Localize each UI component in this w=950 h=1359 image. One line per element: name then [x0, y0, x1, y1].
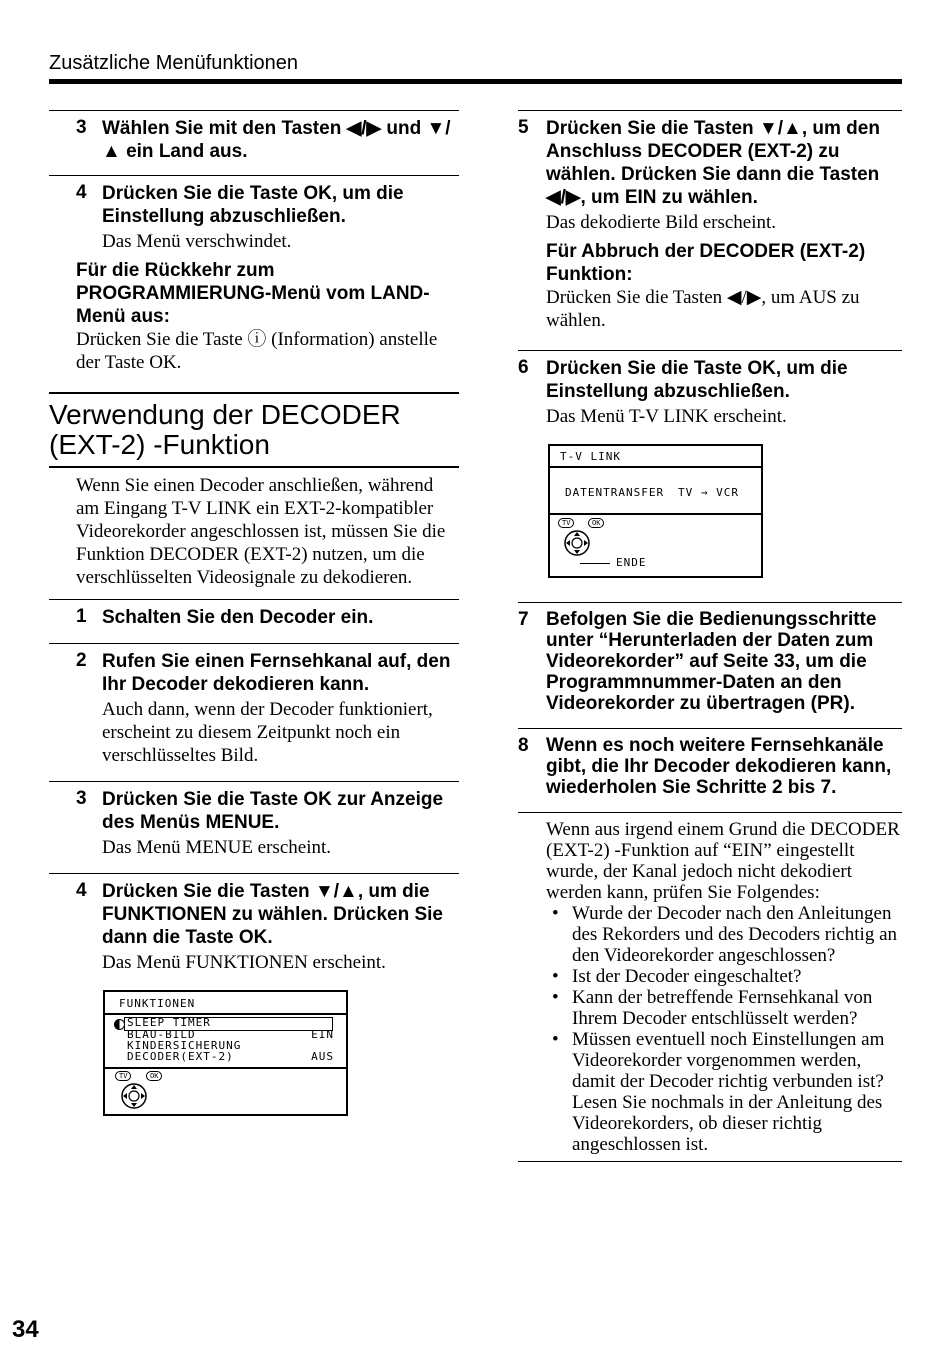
step-number: 1 — [76, 606, 87, 627]
step-decoder-7 — [518, 602, 902, 728]
list-item: • Ist der Decoder eingeschaltet? — [572, 966, 902, 987]
step-heading: Wählen Sie mit den Tasten ◀/▶ und ▼/▲ ein Land aus. — [102, 118, 451, 162]
page-header-title: Zusätzliche Menüfunktionen — [49, 52, 299, 74]
note-intro: Wenn aus irgend einem Grund die DECODER (EXT-2) -Funktion auf “EIN” eingestellt wurde, der Kanal jedoch nicht dekodiert werden kann, prüfen Sie Folgendes: — [546, 819, 900, 903]
osd-row-value: TV → VCR — [678, 486, 739, 499]
tv-link-menu-screen — [548, 444, 763, 578]
section-intro: Wenn Sie einen Decoder anschließen, während am Eingang T-V LINK ein EXT-2-kompatibler Videorekorder angeschlossen ist, müssen Sie die Funktion DECODER (EXT-2) nutzen, um die verschlüsselten Videosignale zu dekodieren. — [76, 475, 446, 588]
ok-button-icon: OK — [146, 1071, 162, 1081]
step-number: 8 — [518, 735, 529, 756]
osd-row: BLAU-BILD — [127, 1028, 196, 1041]
step-number: 3 — [76, 117, 87, 138]
step-number: 4 — [76, 182, 87, 203]
tv-button-icon: TV — [558, 518, 574, 528]
step-body: Das Menü MENUE erscheint. — [102, 837, 332, 858]
step-decoder-6 — [518, 350, 902, 444]
step-heading: Rufen Sie einen Fernsehkanal auf, den Ihr Decoder dekodieren kann. — [102, 651, 451, 695]
tv-button-icon: TV — [115, 1071, 131, 1081]
navigation-pad-icon — [119, 1082, 149, 1110]
osd-row: SLEEP TIMER — [127, 1016, 211, 1029]
step-body: Das Menü verschwindet. — [102, 231, 292, 252]
ok-button-icon: OK — [588, 518, 604, 528]
troubleshooting-note — [518, 812, 902, 1162]
funktionen-menu-screen — [103, 990, 348, 1116]
osd-row: DATENTRANSFER — [565, 486, 665, 499]
end-label: ENDE — [616, 556, 647, 569]
step-heading: Schalten Sie den Decoder ein. — [102, 607, 374, 628]
section-title-box — [49, 392, 459, 468]
header-rule — [49, 79, 902, 84]
step-left-3 — [49, 110, 459, 175]
step-decoder-2 — [49, 643, 459, 781]
osd-row: DECODER(EXT-2) — [127, 1050, 234, 1063]
step-number: 3 — [76, 788, 87, 809]
return-note — [49, 259, 459, 392]
step-number: 4 — [76, 880, 87, 901]
step-left-4 — [49, 175, 459, 259]
step-decoder-3 — [49, 781, 459, 873]
osd-title: FUNKTIONEN — [119, 997, 196, 1010]
cancel-body: Drücken Sie die Tasten ◀/▶, um AUS zu wählen. — [546, 287, 860, 331]
step-body: Das Menü FUNKTIONEN erscheint. — [102, 952, 386, 973]
step-decoder-1 — [49, 599, 459, 643]
step-body: Auch dann, wenn der Decoder funktioniert, erscheint zu diesem Zeitpunkt noch ein verschlüsseltes Bild. — [102, 699, 433, 766]
return-body: Drücken Sie die Taste ⓘ (Information) anstelle der Taste OK. — [76, 329, 438, 373]
step-heading: Drücken Sie die Taste OK, um die Einstellung abzuschließen. — [546, 358, 848, 402]
step-heading: Drücken Sie die Tasten ▼/▲, um den Anschluss DECODER (EXT-2) zu wählen. Drücken Sie dann die Tasten ◀/▶, um EIN zu wählen. — [546, 118, 880, 208]
step-decoder-4 — [49, 873, 459, 990]
step-body: Das dekodierte Bild erscheint. — [546, 212, 777, 233]
navigation-pad-icon — [562, 529, 592, 557]
list-item: • Wurde der Decoder nach den Anleitungen des Rekorders und des Decoders richtig an den Videorekorder angeschlossen? — [572, 903, 902, 966]
list-item: • Müssen eventuell noch Einstellungen am Videorekorder vorgenommen werden, damit der Decoder richtig verbunden ist? Lesen Sie nochmals in der Anleitung des Videorekorders, ob dieser richtig angeschlossen ist. — [572, 1029, 902, 1155]
step-number: 6 — [518, 357, 529, 378]
step-number: 5 — [518, 117, 529, 138]
step-decoder-5 — [518, 110, 902, 240]
return-heading: Für die Rückkehr zum PROGRAMMIERUNG-Menü vom LAND-Menü aus: — [76, 260, 430, 327]
step-heading: Drücken Sie die Tasten ▼/▲, um die FUNKTIONEN zu wählen. Drücken Sie dann die Taste OK. — [102, 881, 443, 948]
cancel-note — [518, 240, 902, 350]
step-heading: Drücken Sie die Taste OK zur Anzeige des Menüs MENUE. — [102, 789, 444, 833]
cancel-heading: Für Abbruch der DECODER (EXT-2) Funktion: — [546, 241, 866, 285]
page-number: 34 — [12, 1316, 39, 1343]
step-heading: Befolgen Sie die Bedienungsschritte unter “Herunterladen der Daten zum Videorekorder” auf Seite 33, um die Programmnummer-Daten an den Videorekorder zu übertragen (PR). — [546, 609, 877, 714]
osd-row-value: AUS — [311, 1050, 334, 1063]
step-body: Das Menü T-V LINK erscheint. — [546, 406, 787, 427]
osd-row-value: EIN — [311, 1028, 334, 1041]
checklist — [546, 903, 902, 1155]
osd-title: T-V LINK — [560, 450, 621, 463]
list-item: • Kann der betreffende Fernsehkanal von Ihrem Decoder entschlüsselt werden? — [572, 987, 902, 1029]
osd-row: KINDERSICHERUNG — [127, 1039, 242, 1052]
step-number: 2 — [76, 650, 87, 671]
step-heading: Drücken Sie die Taste OK, um die Einstellung abzuschließen. — [102, 183, 404, 227]
step-heading: Wenn es noch weitere Fernsehkanäle gibt, die Ihr Decoder dekodieren kann, wiederholen Sie Schritte 2 bis 7. — [546, 735, 892, 798]
step-decoder-8 — [518, 728, 902, 812]
right-column — [518, 110, 902, 1162]
left-column — [49, 110, 459, 1116]
step-number: 7 — [518, 609, 529, 630]
section-title: Verwendung der DECODER (EXT-2) -Funktion — [49, 399, 401, 460]
